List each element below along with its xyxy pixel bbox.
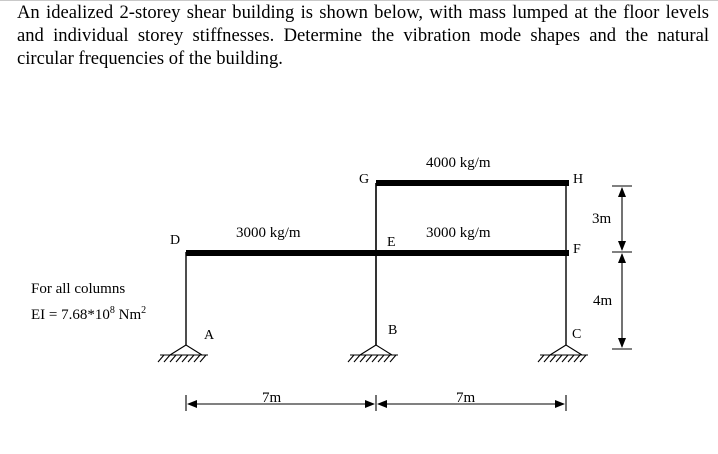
columns-note-title: For all columns — [31, 281, 126, 297]
load-top-beam: 4000 kg/m — [426, 155, 491, 171]
support-c — [538, 345, 588, 362]
ei-exponent: 8 — [109, 305, 115, 316]
ei-prefix: EI = 7.68*10 — [31, 307, 110, 323]
lower-beam — [186, 250, 569, 256]
columns-note-ei — [31, 305, 146, 323]
label-c: C — [572, 327, 582, 342]
label-h: H — [573, 172, 584, 187]
dim-left-span: 7m — [262, 390, 282, 406]
support-b — [348, 345, 398, 362]
dim-right-span: 7m — [456, 390, 476, 406]
label-b: B — [388, 323, 398, 338]
label-a: A — [204, 328, 215, 343]
label-f: F — [573, 242, 581, 257]
load-left-beam: 3000 kg/m — [236, 225, 301, 241]
vertical-dimension — [612, 186, 632, 349]
label-d: D — [170, 233, 181, 248]
support-a — [158, 345, 208, 362]
upper-beam — [376, 180, 569, 186]
label-e: E — [387, 235, 396, 250]
dim-lower-storey: 4m — [593, 293, 613, 309]
load-right-beam: 3000 kg/m — [426, 225, 491, 241]
ei-unit: Nm — [114, 307, 142, 323]
horizontal-dimension — [186, 395, 566, 411]
label-g: G — [359, 172, 370, 187]
problem-statement: An idealized 2-storey shear building is shown below, with mass lumped at the floor levels and individual storey stiffnesses. Determine the vibration mode shapes and the natural circular frequencies of the building. — [17, 2, 709, 69]
dim-upper-storey: 3m — [592, 211, 612, 227]
ei-unit-exponent: 2 — [141, 305, 147, 316]
